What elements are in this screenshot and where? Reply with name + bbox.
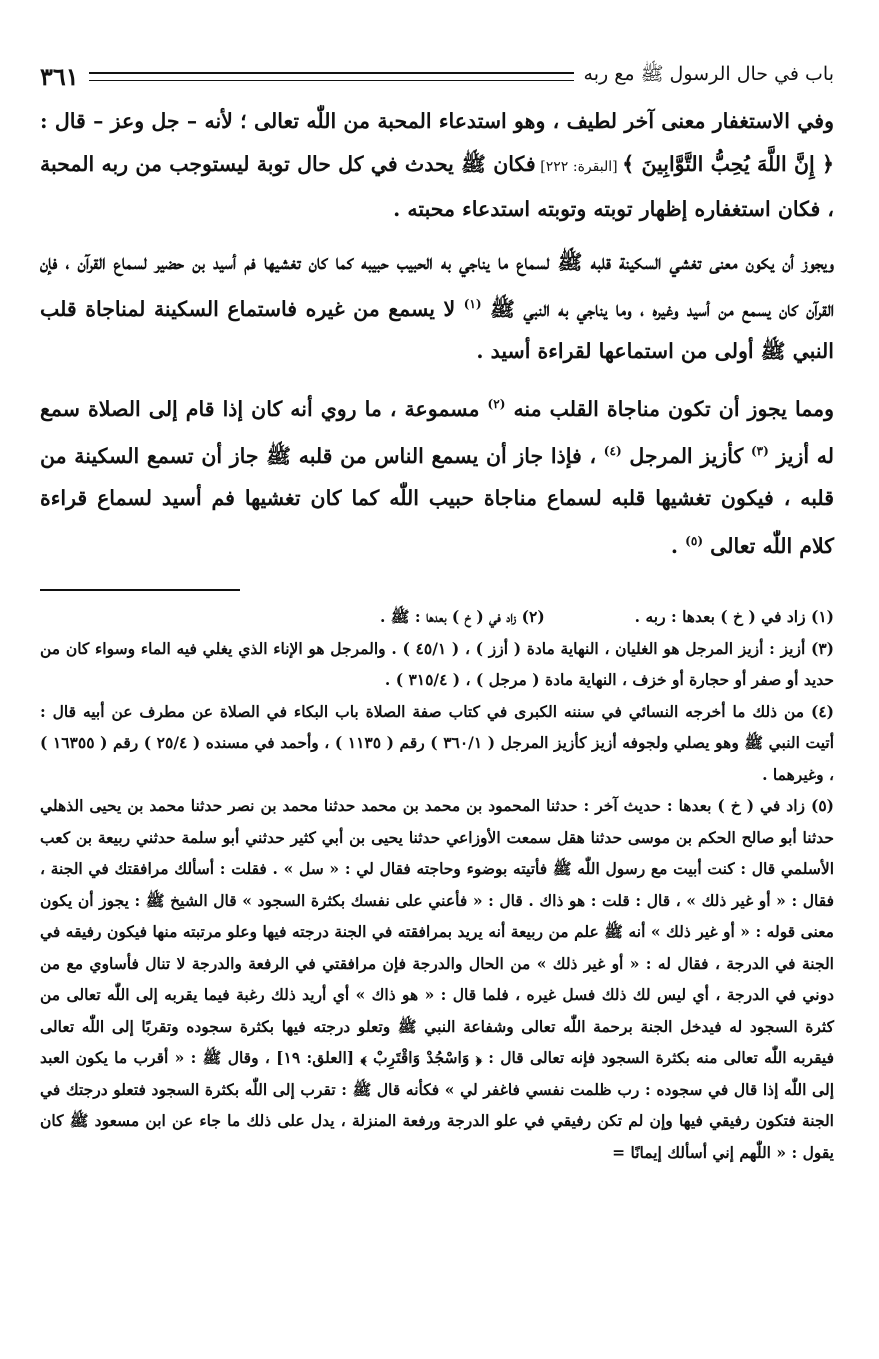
chapter-title: باب في حال الرسول ﷺ مع ربه xyxy=(583,63,834,85)
footnote-ref-2[interactable]: (٢) xyxy=(487,396,506,411)
footnote-ref-1[interactable]: (١) xyxy=(463,297,482,311)
quran-verse: ﴿ إِنَّ اللَّهَ يُحِبُّ التَّوَّابِينَ ﴾ xyxy=(622,151,835,176)
paragraph-2 xyxy=(40,241,834,373)
footnote-5 xyxy=(40,790,834,1168)
verse-reference: [البقرة: ٢٢٢] xyxy=(535,158,623,175)
footnote-1: (١) زاد في ( خ ) بعدها : ربه . xyxy=(634,607,834,627)
page-number: ٣٦١ xyxy=(40,61,79,91)
p2-text-b: لا يسمع من غيره فاستماع السكينة لمناجاة قلب النبي ﷺ أولى من استماعها لقراءة أسيد . xyxy=(40,296,834,364)
p2-text-a: ويجوز أن يكون معنى تغشي السكينة قلبه ﷺ لسماع ما يناجي به الحبيب حبيبه كما كان تغشيها فم أسيد بن حضير لسماع القرآن ، فإن القرآن كان يسمع من أسيد وغيره ، وما يناجي به النبي ﷺ xyxy=(40,249,835,321)
footnote-ref-3[interactable]: (٣) xyxy=(750,444,769,459)
footnote-5-text: (٥) زاد في ( خ ) بعدها : حديث آخر : حدثنا المحمود بن محمد بن محمد حدثنا محمد بن نصر حدثنا محمد بن يحيى الذهلي حدثنا أبو صالح الحكم بن موسى حدثنا هقل سمعت الأوزاعي حدثنا يحيى بن أبي كثير حدثني أبو سلمة حدثني ربيعة بن كعب الأسلمي قال : كنت أبيت مع رسول اللّٰه ﷺ فأتيته بوضوء وحاجته فقال لي : « سل » . فقلت : أسألك مرافقتك في الجنة ، فقال : « أو غير ذلك » ، قال : قلت : هو ذاك . قال : « فأعني على نفسك بكثرة السجود » قال الشيخ ﷺ : يجوز أن يكون معنى قوله : « أو غير ذلك » أنه ﷺ علم من ربيعة أنه يريد بمرافقته في الجنة درجته فيها وعلو مرتبته منها فيكون رفيقه في الجنة في الدرجة ، فقال له : « أو غير ذلك » من الحال والدرجة فإن مرافقتي في الرفعة والدرجة لا تنال فأساوي مع من دوني في الدرجة ، أي ليس لك ذلك فسل غيره ، فلما قال : « هو ذاك » أي أريد ذلك رغبة فيما يقربه إلى اللّٰه تعالى من كثرة السجود له فيدخل الجنة برحمة اللّٰه تعالى وشفاعة النبي ﷺ وتعلو درجته فيها بكثرة سجوده وتقربًا إلى اللّٰه تعالى فيقربه اللّٰه تعالى منه بكثرة السجود فإنه تعالى قال : ﴿ وَاسْجُدْ وَاقْتَرِبْ ﴾ [العلق: ١٩] ، وقال ﷺ : « أقرب ما يكون العبد إلى اللّٰه إذا قال في سجوده : رب ظلمت نفسي فاغفر لي » فكأنه قال ﷺ : تقرب إلى اللّٰه بكثرة السجود فتعلو درجتك في الجنة فتكون رفيقي فيها وإن لم تكن رفيقي في علو الدرجة ورفعة المنزلة ، يدل على ذلك ما جاء عن ابن مسعود ﷺ كان يقول : « اللّٰهم إني أسألك إيمانًا xyxy=(40,796,835,1162)
footnote-separator xyxy=(40,589,240,591)
p3-text-c: كأزيز المرجل xyxy=(629,443,744,468)
header-rule xyxy=(89,72,574,81)
p3-text-d: ، فإذا جاز أن يسمع الناس من قلبه ﷺ جاز أن تسمع السكينة من قلبه ، فيكون تغشيها قلبه لسماع مناجاة حبيب اللّٰه كما كان تغشيها فم أسيد لسماع قراءة كلام اللّٰه تعالى xyxy=(40,443,834,558)
running-header xyxy=(40,58,834,94)
paragraph-1 xyxy=(40,100,834,231)
footnote-3: (٣) أزيز : أزيز المرجل هو الغليان ، النهاية مادة ( أزز ) ، ( ٤٥/١ ) . والمرجل هو الإناء الذي يغلي فيه الماء وسواء كان من حديد أو صفر أو حجارة أو خزف ، النهاية مادة ( مرجل ) ، ( ٣١٥/٤ ) . xyxy=(40,638,834,690)
footnote-ref-5[interactable]: (٥) xyxy=(685,533,703,548)
p3-text-b: مسموعة ، ما روي أنه كان إذا قام إلى الصلاة سمع له أزيز xyxy=(40,396,835,468)
footnote-4: (٤) من ذلك ما أخرجه النسائي في سننه الكبرى في كتاب صفة الصلاة باب البكاء في الصلاة عن مطرف عن أبيه قال : أتيت النبي ﷺ وهو يصلي ولجوفه أزيز كأزيز المرجل ( ٣٦٠/١ ) رقم ( ١١٣٥ ) ، وأحمد في مسنده ( ٢٥/٤ ) رقم ( ١٦٣٥٥ ) ، وغيرهما . xyxy=(40,701,835,784)
p3-text-e: . xyxy=(670,533,679,558)
continuation-mark: = xyxy=(612,1142,626,1162)
p1-line2b: فكان ﷺ يحدث في كل حال xyxy=(297,151,536,176)
footnotes xyxy=(40,601,834,1168)
footnote-row-1-2 xyxy=(40,601,834,633)
p1-line1: وفي الاستغفار معنى آخر لطيف ، وهو استدعاء المحبة من اللّٰه تعالى ؛ لأنه – جل xyxy=(151,109,834,133)
p1-line3: توبة ليستوجب من ربه المحبة ، فكان استغفاره إظهار توبته وتوبته استدعاء محبته . xyxy=(40,151,834,221)
p1-line2a: وعز – قال : xyxy=(40,109,145,133)
footnote-2: (٢) زاد في ( خ ) بعدها : ﷺ . xyxy=(380,607,545,627)
footnote-ref-4[interactable]: (٤) xyxy=(603,444,622,459)
p3-text-a: ومما يجوز أن تكون مناجاة القلب منه xyxy=(513,396,835,421)
main-text xyxy=(40,100,834,567)
paragraph-3 xyxy=(40,383,834,567)
